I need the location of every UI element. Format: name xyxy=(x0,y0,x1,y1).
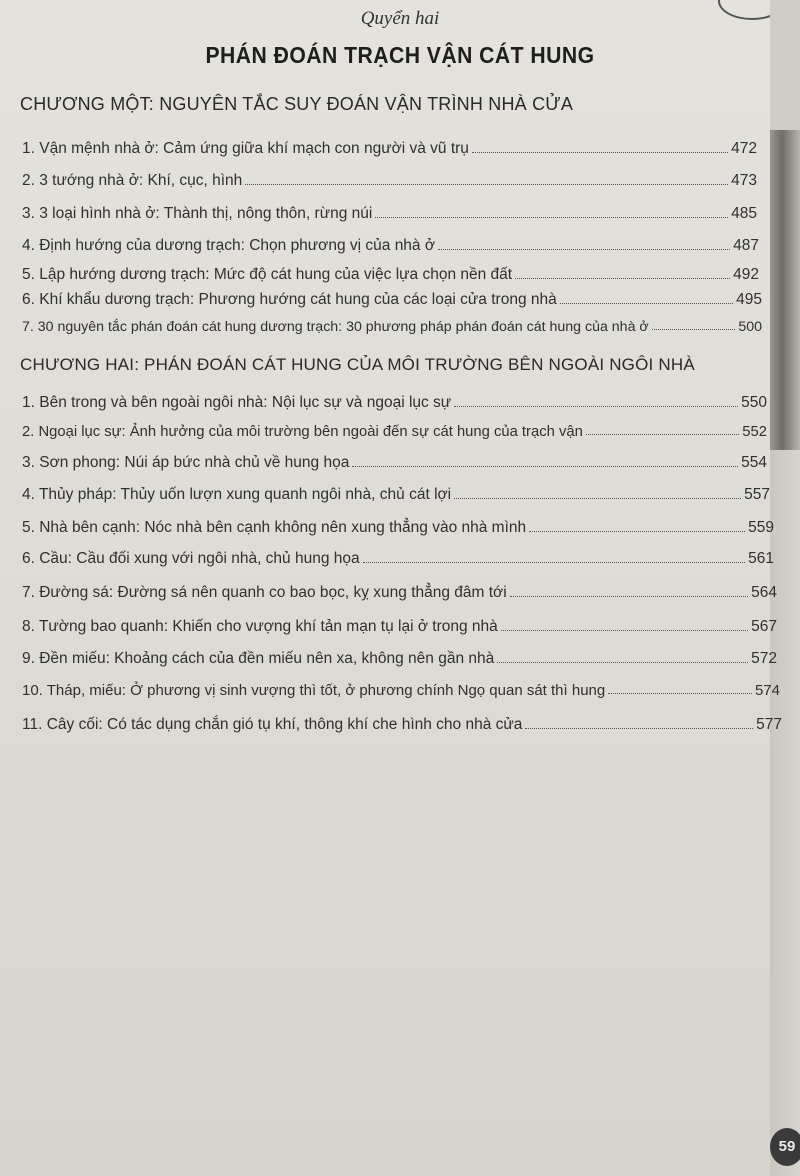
dot-leader xyxy=(352,462,738,467)
entry-page: 574 xyxy=(754,682,780,699)
toc-entry[interactable] xyxy=(22,394,767,412)
dot-leader xyxy=(472,148,728,153)
dot-leader xyxy=(375,213,728,218)
toc-entry[interactable] xyxy=(22,486,770,504)
entry-label: 10. Tháp, miếu: Ở phương vị sinh vượng thì tốt, ở phương chính Ngọ quan sát thì hung xyxy=(22,682,606,699)
toc-entry[interactable] xyxy=(22,584,777,602)
entry-label: 1. Vận mệnh nhà ở: Cảm ứng giữa khí mạch con người và vũ trụ xyxy=(22,140,469,157)
dot-leader xyxy=(454,494,741,499)
toc-entry[interactable] xyxy=(22,682,780,699)
part-label: Quyển hai xyxy=(360,8,440,29)
dot-leader xyxy=(586,430,739,435)
entry-label: 6. Khí khẩu dương trạch: Phương hướng cát hung của các loại cửa trong nhà xyxy=(22,291,557,308)
dot-leader xyxy=(652,325,736,330)
toc-entry[interactable] xyxy=(22,454,767,472)
toc-entry[interactable] xyxy=(22,716,782,734)
entry-page: 485 xyxy=(731,205,757,222)
toc-entry[interactable] xyxy=(22,519,774,537)
toc-entry[interactable] xyxy=(22,205,757,223)
dot-leader xyxy=(497,658,748,663)
entry-label: 4. Thủy pháp: Thủy uốn lượn xung quanh ngôi nhà, chủ cát lợi xyxy=(22,486,452,503)
entry-label: 2. 3 tướng nhà ở: Khí, cục, hình xyxy=(22,172,243,189)
entry-label: 11. Cây cối: Có tác dụng chắn gió tụ khí, thông khí che hình cho nhà cửa xyxy=(22,716,523,733)
entry-page: 492 xyxy=(733,266,759,283)
entry-label: 5. Lập hướng dương trạch: Mức độ cát hung của việc lựa chọn nền đất xyxy=(22,266,513,283)
toc-entry[interactable] xyxy=(22,319,762,335)
dot-leader xyxy=(363,558,746,563)
dot-leader xyxy=(529,527,745,532)
entry-label: 5. Nhà bên cạnh: Nóc nhà bên cạnh không nên xung thẳng vào nhà mình xyxy=(22,519,527,536)
dot-leader xyxy=(454,402,738,407)
entry-page: 559 xyxy=(748,519,774,536)
entry-label: 3. Sơn phong: Núi áp bức nhà chủ về hung họa xyxy=(22,454,350,471)
dot-leader xyxy=(515,274,730,279)
entry-page: 572 xyxy=(751,650,777,667)
entry-page: 550 xyxy=(741,394,767,411)
entry-label: 7. 30 nguyên tắc phán đoán cát hung dương trạch: 30 phương pháp phán đoán cát hung của nhà ở xyxy=(22,319,649,335)
entry-label: 7. Đường sá: Đường sá nên quanh co bao bọc, kỵ xung thẳng đâm tới xyxy=(22,584,507,601)
toc-entry[interactable] xyxy=(22,650,777,668)
dot-leader xyxy=(245,180,728,185)
page-number-badge: 59 xyxy=(770,1128,800,1166)
entry-page: 557 xyxy=(744,486,770,503)
chapter-heading: CHƯƠNG HAI: PHÁN ĐOÁN CÁT HUNG CỦA MÔI TRƯỜNG BÊN NGOÀI NGÔI NHÀ xyxy=(20,355,695,374)
entry-page: 552 xyxy=(742,424,767,440)
entry-page: 567 xyxy=(751,618,777,635)
dot-leader xyxy=(560,299,733,304)
dot-leader xyxy=(438,245,730,250)
toc-entry[interactable] xyxy=(22,140,757,158)
toc-entry[interactable] xyxy=(22,424,767,440)
entry-label: 6. Cầu: Cầu đối xung với ngôi nhà, chủ hung họa xyxy=(22,550,360,567)
entry-label: 8. Tường bao quanh: Khiến cho vượng khí tản mạn tụ lại ở trong nhà xyxy=(22,618,498,635)
entry-label: 9. Đền miếu: Khoảng cách của đền miếu nên xa, không nên gần nhà xyxy=(22,650,495,667)
entry-page: 487 xyxy=(733,237,759,254)
entry-page: 564 xyxy=(751,584,777,601)
entry-page: 554 xyxy=(741,454,767,471)
dot-leader xyxy=(510,592,748,597)
entry-label: 1. Bên trong và bên ngoài ngôi nhà: Nội lục sự và ngoại lục sự xyxy=(22,394,452,411)
toc-entry[interactable] xyxy=(22,266,759,284)
chapter-heading: CHƯƠNG MỘT: NGUYÊN TẮC SUY ĐOÁN VẬN TRÌNH NHÀ CỬA xyxy=(20,94,574,114)
page-edge-shadow xyxy=(770,130,800,450)
book-title: PHÁN ĐOÁN TRẠCH VẬN CÁT HUNG xyxy=(205,42,595,68)
toc-entry[interactable] xyxy=(22,550,774,568)
entry-page: 561 xyxy=(748,550,774,567)
entry-label: 4. Định hướng của dương trạch: Chọn phương vị của nhà ở xyxy=(22,237,436,254)
entry-label: 2. Ngoại lục sự: Ảnh hưởng của môi trường bên ngoài đến sự cát hung của trạch vận xyxy=(22,424,583,440)
entry-page: 495 xyxy=(736,291,762,308)
toc-entry[interactable] xyxy=(22,237,759,255)
entry-page: 577 xyxy=(756,716,782,733)
entry-page: 473 xyxy=(731,172,757,189)
toc-entry[interactable] xyxy=(22,172,757,190)
dot-leader xyxy=(608,689,752,694)
toc-entry[interactable] xyxy=(22,291,762,309)
dot-leader xyxy=(501,626,748,631)
entry-page: 472 xyxy=(731,140,757,157)
entry-page: 500 xyxy=(738,319,762,335)
entry-label: 3. 3 loại hình nhà ở: Thành thị, nông thôn, rừng núi xyxy=(22,205,373,222)
page-edge xyxy=(770,450,800,1176)
toc-entry[interactable] xyxy=(22,618,777,636)
dot-leader xyxy=(525,724,753,729)
